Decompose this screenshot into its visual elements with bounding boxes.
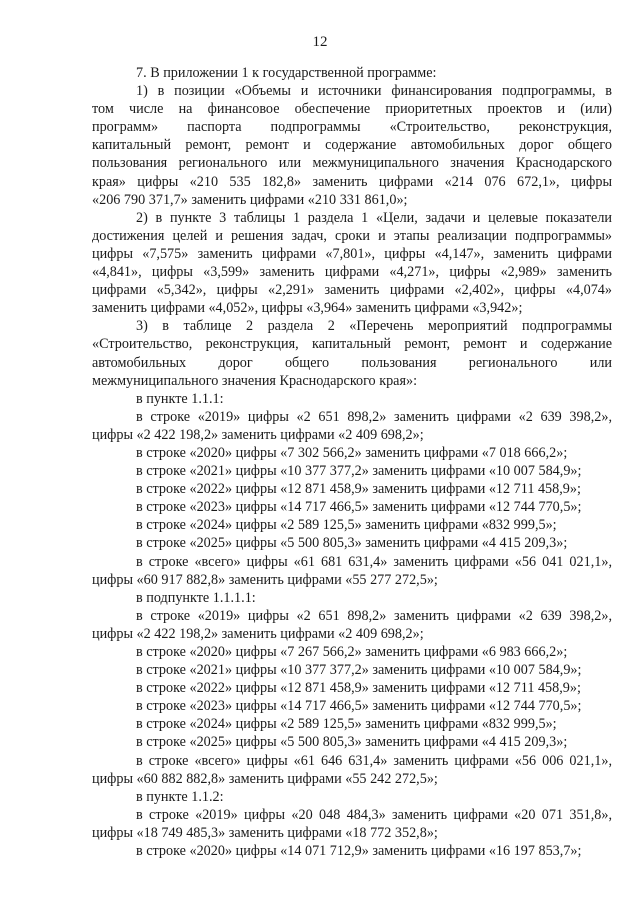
text-line: автомобильных дорог общего пользования регионального или bbox=[92, 354, 612, 371]
text-line: в строке «2024» цифры «2 589 125,5» заменить цифрами «832 999,5»; bbox=[136, 716, 557, 733]
text-line: цифры «60 882 882,8» заменить цифрами «55 242 272,5»; bbox=[92, 770, 438, 787]
text-line: в строке «2020» цифры «14 071 712,9» заменить цифрами «16 197 853,7»; bbox=[136, 843, 582, 860]
text-line: 3) в таблице 2 раздела 2 «Перечень мероприятий подпрограммы bbox=[136, 318, 612, 335]
text-line: в строке «2019» цифры «2 651 898,2» заменить цифрами «2 639 398,2», bbox=[136, 408, 612, 425]
text-line: пользования регионального или межмуниципального значения Краснодарского bbox=[92, 155, 612, 172]
text-line: достижения целей и решения задач, сроки и этапы реализации подпрограммы» bbox=[92, 227, 612, 244]
text-line: цифры «7,575» заменить цифрами «7,801», цифры «4,147», заменить цифрами bbox=[92, 245, 612, 262]
text-line: в строке «2023» цифры «14 717 466,5» заменить цифрами «12 744 770,5»; bbox=[136, 499, 582, 516]
text-line: в строке «2019» цифры «20 048 484,3» заменить цифрами «20 071 351,8», bbox=[136, 806, 612, 823]
text-line: в строке «2021» цифры «10 377 377,2» заменить цифрами «10 007 584,9»; bbox=[136, 463, 582, 480]
text-line: в строке «2022» цифры «12 871 458,9» заменить цифрами «12 711 458,9»; bbox=[136, 680, 581, 697]
text-line: в пункте 1.1.1: bbox=[136, 390, 224, 407]
text-line: заменить цифрами «4,052», цифры «3,964» заменить цифрами «3,942»; bbox=[92, 300, 523, 317]
text-line: в строке «2023» цифры «14 717 466,5» заменить цифрами «12 744 770,5»; bbox=[136, 698, 582, 715]
text-line: «4,841», цифры «3,599» заменить цифрами «4,271», цифры «2,989» заменить bbox=[92, 264, 612, 281]
text-line: края» цифры «210 535 182,8» заменить цифрами «214 076 672,1», цифры bbox=[92, 173, 612, 190]
text-line: цифры «18 749 485,3» заменить цифрами «18 772 352,8»; bbox=[92, 824, 438, 841]
text-line: в строке «всего» цифры «61 646 631,4» заменить цифрами «56 006 021,1», bbox=[136, 752, 612, 769]
text-line: «Строительство, реконструкция, капитальный ремонт, ремонт и содержание bbox=[92, 336, 612, 353]
text-line: в подпункте 1.1.1.1: bbox=[136, 589, 256, 606]
text-line: в строке «2024» цифры «2 589 125,5» заменить цифрами «832 999,5»; bbox=[136, 517, 557, 534]
document-body bbox=[92, 64, 612, 860]
text-line: 7. В приложении 1 к государственной программе: bbox=[136, 65, 437, 81]
text-line: том числе на финансовое обеспечение приоритетных проектов и (или) bbox=[92, 101, 612, 118]
text-line: в строке «2020» цифры «7 302 566,2» заменить цифрами «7 018 666,2»; bbox=[136, 444, 568, 461]
text-line: в пункте 1.1.2: bbox=[136, 788, 224, 805]
text-line: цифры «2 422 198,2» заменить цифрами «2 409 698,2»; bbox=[92, 625, 424, 642]
text-line: в строке «2021» цифры «10 377 377,2» заменить цифрами «10 007 584,9»; bbox=[136, 662, 582, 679]
text-line: цифрами «5,342», цифры «2,291» заменить цифрами «2,402», цифры «4,074» bbox=[92, 282, 612, 299]
text-line: программ» паспорта подпрограммы «Строительство, реконструкция, bbox=[92, 119, 612, 136]
page-number: 12 bbox=[312, 34, 328, 50]
text-line: 2) в пункте 3 таблицы 1 раздела 1 «Цели, задачи и целевые показатели bbox=[136, 209, 612, 226]
text-line: капитальный ремонт, ремонт и содержание автомобильных дорог общего bbox=[92, 137, 612, 154]
text-line: в строке «2019» цифры «2 651 898,2» заменить цифрами «2 639 398,2», bbox=[136, 607, 612, 624]
text-line: в строке «2022» цифры «12 871 458,9» заменить цифрами «12 711 458,9»; bbox=[136, 481, 581, 498]
text-line: межмуниципального значения Краснодарского края»: bbox=[92, 372, 418, 389]
text-line: цифры «60 917 882,8» заменить цифрами «55 277 272,5»; bbox=[92, 571, 438, 588]
text-line: в строке «2025» цифры «5 500 805,3» заменить цифрами «4 415 209,3»; bbox=[136, 535, 568, 552]
text-line: в строке «всего» цифры «61 681 631,4» заменить цифрами «56 041 021,1», bbox=[136, 553, 612, 570]
text-line: «206 790 371,7» заменить цифрами «210 331 861,0»; bbox=[92, 191, 408, 208]
text-line: цифры «2 422 198,2» заменить цифрами «2 409 698,2»; bbox=[92, 426, 424, 443]
text-line: 1) в позиции «Объемы и источники финансирования подпрограммы, в bbox=[136, 83, 612, 100]
text-line: в строке «2020» цифры «7 267 566,2» заменить цифрами «6 983 666,2»; bbox=[136, 644, 568, 660]
text-line: в строке «2025» цифры «5 500 805,3» заменить цифрами «4 415 209,3»; bbox=[136, 734, 568, 751]
